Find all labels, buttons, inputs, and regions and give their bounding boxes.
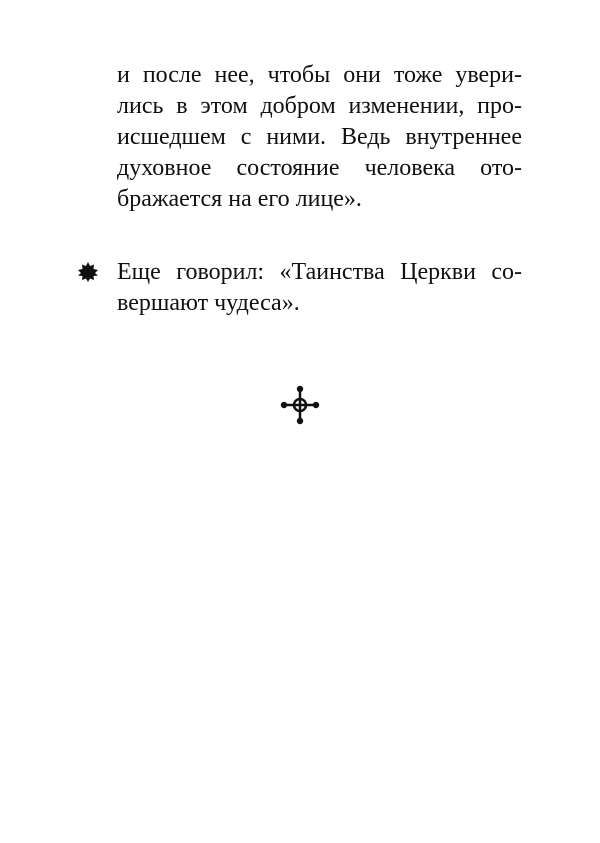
text-line: и после нее, чтобы они тоже увери- (117, 62, 522, 88)
text-line: вершают чудеса». (117, 290, 300, 316)
paragraph-continuation (117, 60, 522, 215)
star-bullet-icon (78, 262, 98, 282)
text-line: исшедшем с ними. Ведь внутреннее (117, 124, 522, 150)
text-line: Еще говорил: «Таинства Церкви со- (117, 259, 522, 285)
text-line: бражается на его лице». (117, 186, 362, 212)
bullet-paragraph (117, 257, 522, 319)
text-line: лись в этом добром изменении, про- (117, 93, 522, 119)
cross-ornament-icon (280, 385, 320, 425)
text-line: духовное состояние человека ото- (117, 155, 522, 181)
